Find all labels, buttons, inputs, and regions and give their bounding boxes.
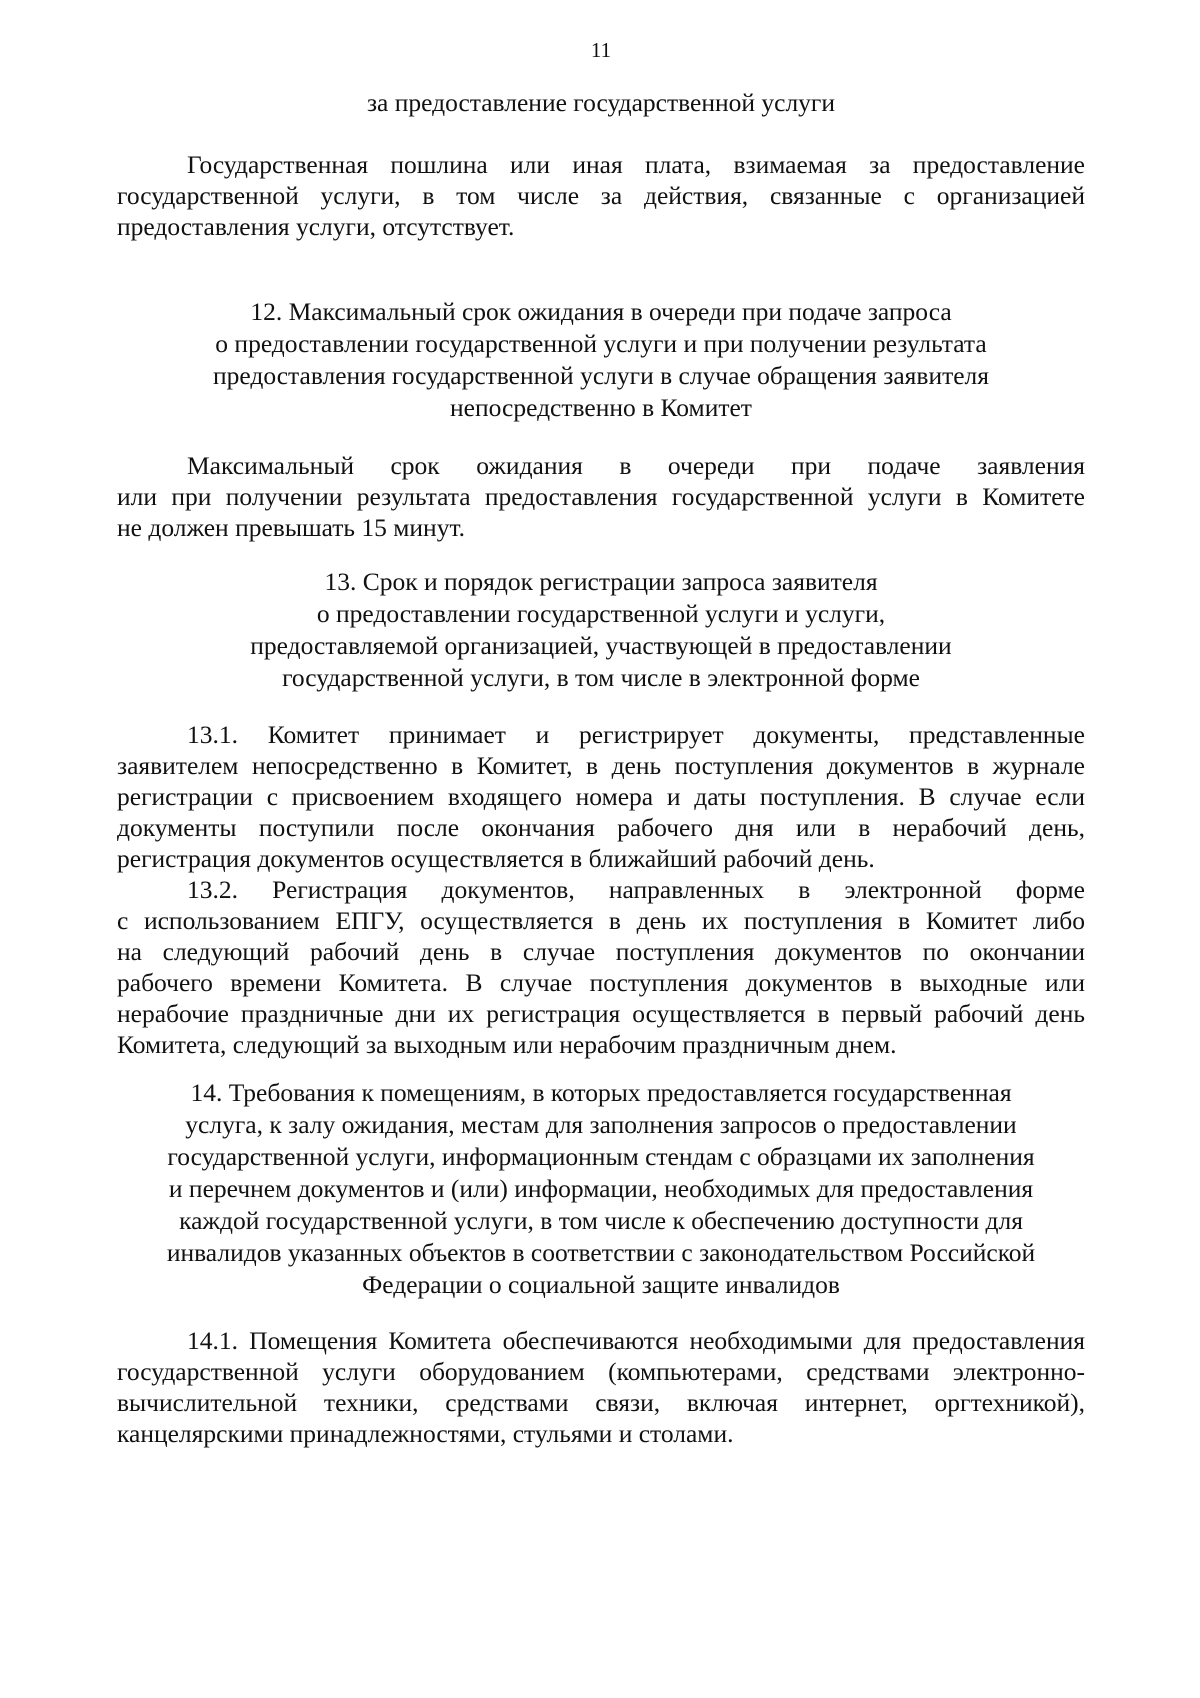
heading-line: услуга, к залу ожидания, местам для заполнения запросов о предоставлении <box>185 1110 1017 1139</box>
paragraph-line: государственной услуги оборудованием (компьютерами, средствами электронно- <box>117 1357 1085 1386</box>
heading-line: 12. Максимальный срок ожидания в очереди при подаче запроса <box>250 297 952 326</box>
section-11-heading-tail <box>117 87 1085 119</box>
heading-line: инвалидов указанных объектов в соответствии с законодательством Российской <box>166 1238 1036 1267</box>
paragraph-line: 13.1. Комитет принимает и регистрирует документы, представленные <box>187 720 1085 749</box>
paragraph-line: предоставления услуги, отсутствует. <box>117 212 515 241</box>
heading-line: о предоставлении государственной услуги и услуги, <box>316 599 886 628</box>
paragraph-line: или при получении результата предоставления государственной услуги в Комитете <box>117 482 1085 511</box>
heading-line: Федерации о социальной защите инвалидов <box>362 1270 840 1299</box>
paragraph-line: рабочего времени Комитета. В случае поступления документов в выходные или <box>117 968 1085 997</box>
paragraph-line: Государственная пошлина или иная плата, взимаемая за предоставление <box>187 150 1085 179</box>
section-14-heading <box>117 1077 1085 1301</box>
heading-line: предоставляемой организацией, участвующей в предоставлении <box>250 631 952 660</box>
paragraph-line: нерабочие праздничные дни их регистрация осуществляется в первый рабочий день <box>117 999 1085 1028</box>
paragraph-line: на следующий рабочий день в случае поступления документов по окончании <box>117 937 1085 966</box>
heading-line: 13. Срок и порядок регистрации запроса заявителя <box>324 567 878 596</box>
heading-line: каждой государственной услуги, в том числе к обеспечению доступности для <box>179 1206 1023 1235</box>
heading-line: предоставления государственной услуги в случае обращения заявителя <box>212 361 990 390</box>
heading-line: государственной услуги, в том числе в электронной форме <box>282 663 920 692</box>
heading-line: о предоставлении государственной услуги и при получении результата <box>215 329 987 358</box>
section-11-paragraph <box>117 149 1085 242</box>
paragraph-line: регистрации с присвоением входящего номера и даты поступления. В случае если <box>117 782 1085 811</box>
section-13-1-paragraph <box>117 719 1085 874</box>
heading-line: 14. Требования к помещениям, в которых предоставляется государственная <box>190 1078 1012 1107</box>
paragraph-line: не должен превышать 15 минут. <box>117 513 466 542</box>
paragraph-line: документы поступили после окончания рабочего дня или в нерабочий день, <box>117 813 1085 842</box>
section-13-2-paragraph <box>117 874 1085 1060</box>
paragraph-line: регистрация документов осуществляется в ближайший рабочий день. <box>117 844 875 873</box>
paragraph-line: 14.1. Помещения Комитета обеспечиваются необходимыми для предоставления <box>187 1326 1085 1355</box>
section-14-1-paragraph <box>117 1325 1085 1449</box>
heading-line: государственной услуги, информационным стендам с образцами их заполнения <box>167 1142 1035 1171</box>
paragraph-line: с использованием ЕПГУ, осуществляется в день их поступления в Комитет либо <box>117 906 1085 935</box>
paragraph-line: 13.2. Регистрация документов, направленных в электронной форме <box>187 875 1085 904</box>
heading-line: за предоставление государственной услуги <box>366 88 836 117</box>
paragraph-line: Комитета, следующий за выходным или нерабочим праздничным днем. <box>117 1030 897 1059</box>
heading-line: и перечнем документов и (или) информации, необходимых для предоставления <box>168 1174 1034 1203</box>
section-13-heading <box>117 566 1085 694</box>
document-page <box>117 0 1085 1698</box>
paragraph-line: вычислительной техники, средствами связи, включая интернет, оргтехникой), <box>117 1388 1085 1417</box>
page-number: 11 <box>590 38 612 62</box>
paragraph-line: Максимальный срок ожидания в очереди при подаче заявления <box>187 451 1085 480</box>
section-12-paragraph <box>117 450 1085 543</box>
section-12-heading <box>117 296 1085 424</box>
paragraph-line: канцелярскими принадлежностями, стульями и столами. <box>117 1419 734 1448</box>
paragraph-line: государственной услуги, в том числе за действия, связанные с организацией <box>117 181 1085 210</box>
paragraph-line: заявителем непосредственно в Комитет, в день поступления документов в журнале <box>117 751 1085 780</box>
heading-line: непосредственно в Комитет <box>450 393 752 422</box>
